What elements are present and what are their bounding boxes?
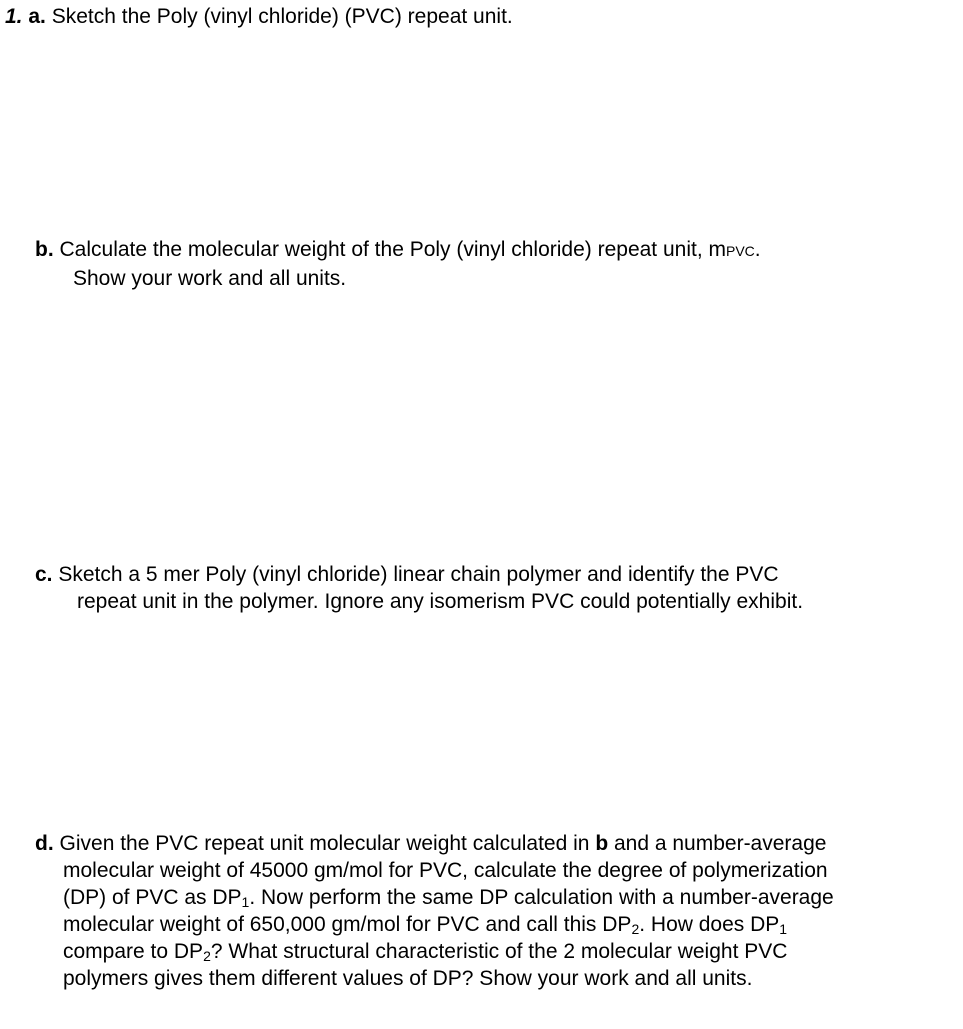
part-a-text: Sketch the Poly (vinyl chloride) (PVC) repeat unit. xyxy=(51,5,513,28)
part-d-line1-bold: b xyxy=(595,832,609,855)
part-d-line5 xyxy=(35,938,834,965)
part-d-line4 xyxy=(35,911,834,938)
part-d-line1-post: and a number-average xyxy=(608,832,827,855)
part-d-line3-sub: 1 xyxy=(241,894,250,910)
question-1d xyxy=(35,830,834,992)
question-1a xyxy=(5,3,513,30)
part-b-label: b. xyxy=(35,238,54,261)
part-d-line5-sub: 2 xyxy=(203,948,211,964)
part-d-label: d. xyxy=(35,832,54,855)
part-c-line2: repeat unit in the polymer. Ignore any isomerism PVC could potentially exhibit. xyxy=(77,590,804,613)
part-d-line3 xyxy=(35,884,834,911)
part-b-subscript: PVC xyxy=(726,243,755,259)
part-d-line1-pre: Given the PVC repeat unit molecular weight calculated in xyxy=(59,832,596,855)
part-b-line2: Show your work and all units. xyxy=(73,267,347,290)
part-d-line2: molecular weight of 45000 gm/mol for PVC, calculate the degree of polymerization xyxy=(63,859,828,882)
part-d-line4-pre: molecular weight of 650,000 gm/mol for PVC and call this DP xyxy=(63,913,632,936)
part-d-line6: polymers gives them different values of DP? Show your work and all units. xyxy=(63,967,753,990)
part-b-line1: Calculate the molecular weight of the Poly (vinyl chloride) repeat unit, m xyxy=(59,238,726,261)
question-1c xyxy=(35,561,803,615)
question-number: 1. xyxy=(5,5,23,28)
part-d-line3-post: . Now perform the same DP calculation with a number-average xyxy=(249,886,834,909)
part-a-label: a. xyxy=(28,5,46,28)
part-c-label: c. xyxy=(35,563,53,586)
part-c-line1: Sketch a 5 mer Poly (vinyl chloride) linear chain polymer and identify the PVC xyxy=(58,563,779,586)
part-d-line4-sub2: 1 xyxy=(779,921,788,937)
part-d-line5-pre: compare to DP xyxy=(63,940,204,963)
part-d-line3-pre: (DP) of PVC as DP xyxy=(63,886,242,909)
part-d-line4-mid: . How does DP xyxy=(639,913,780,936)
part-d-line5-post: ? What structural characteristic of the 2 molecular weight PVC xyxy=(210,940,788,963)
question-1b xyxy=(35,236,761,292)
part-b-line1-end: . xyxy=(754,238,761,261)
part-d-line4-sub: 2 xyxy=(631,921,640,937)
